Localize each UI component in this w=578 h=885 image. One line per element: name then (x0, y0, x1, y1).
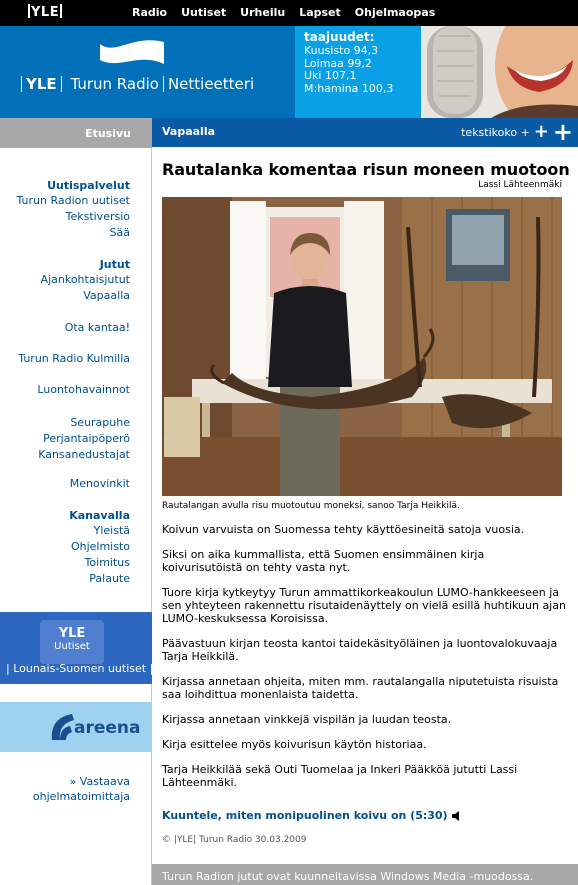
nav-heading-kanavalla: Kanavalla (69, 509, 130, 522)
areena-text: areena (74, 718, 141, 738)
nav-group-puhe (38, 415, 130, 463)
text-size-label: tekstikoko + (461, 125, 530, 139)
nav-group-luontohavainnot (37, 382, 130, 398)
copyright-line: © |YLE| Turun Radio 30.03.2009 (162, 835, 307, 845)
nav-group-menovinkit (70, 476, 130, 492)
sidebar-item-palaute[interactable]: Palaute (89, 572, 130, 585)
vastaava-line1: » Vastaava (69, 775, 130, 788)
sidebar-item-luontohavainnot[interactable]: Luontohavainnot (37, 383, 130, 396)
top-nav (132, 6, 435, 19)
frequency-item: Loimaa 99,2 (304, 56, 372, 70)
yle-uutiset-logo (40, 620, 104, 664)
article-paragraph: Kirjassa annetaan ohjeita, miten mm. rautalangalla niputetuista risuista saa loihdittua monenlaista taidetta. (162, 675, 559, 701)
listen-audio-link[interactable] (162, 809, 461, 822)
yle-uutiset-banner[interactable] (0, 612, 152, 684)
nav-heading-uutispalvelut: Uutispalvelut (47, 179, 130, 192)
text-size-large-button[interactable]: + (552, 118, 573, 146)
header-photo-smiling-woman (421, 26, 578, 118)
article-paragraph: Tarja Heikkilää sekä Outi Tuomelaa ja Inkeri Pääkköä jututti Lassi Lähteenmäki. (162, 763, 518, 789)
frequency-item: Uki 107,1 (304, 69, 357, 82)
sidebar-item-perjantaipopero[interactable]: Perjantaipöperö (43, 432, 130, 445)
vastaava-ohjelmatoimittaja-link[interactable] (33, 774, 130, 804)
listen-link-text: Kuuntele, miten monipuolinen koivu on (5:30) (162, 809, 448, 822)
site-header (0, 26, 578, 118)
article-paragraph: Siksi on aika kummallista, että Suomen ensimmäinen kirja koivurisutöistä on tehty vasta nyt. (162, 548, 485, 574)
frequency-item: M:hamina 100,3 (304, 81, 394, 95)
text-size-increase-button[interactable]: + (533, 121, 549, 142)
photo-caption: Rautalangan avulla risu muotoutuu moneksi, sanoo Tarja Heikkilä. (162, 501, 460, 511)
article (162, 160, 570, 845)
yle-uutiset-caption: | Lounais-Suomen uutiset | (6, 662, 154, 675)
brand-yle: YLE (26, 75, 57, 93)
nav-group-uutispalvelut (17, 179, 131, 241)
section-bar (152, 118, 578, 147)
speaker-icon (452, 811, 461, 821)
top-nav-ohjelmaopas[interactable]: Ohjelmaopas (354, 6, 436, 19)
left-sidebar (0, 118, 152, 885)
nav-group-ota-kantaa (65, 320, 130, 336)
article-paragraph: Kirjassa annetaan vinkkejä vispilän ja luudan teosta. (162, 713, 452, 726)
sidebar-item-ohjelmisto[interactable]: Ohjelmisto (70, 540, 130, 553)
brand-site: Nettieetteri (167, 75, 255, 93)
yle-uutiset-logo-text: Uutiset (54, 641, 90, 652)
article-paragraph: Kirja esittelee myös koivurisun käytön historiaa. (162, 738, 427, 751)
sidebar-item-menovinkit[interactable]: Menovinkit (69, 477, 130, 490)
article-byline: Lassi Lähteenmäki (478, 180, 562, 190)
sidebar-item-turun-radio-kulmilla[interactable]: Turun Radio Kulmilla (18, 352, 130, 365)
yle-logo-text: YLE (31, 5, 60, 20)
brand-station: Turun Radio (70, 75, 159, 93)
turun-radio-brand[interactable] (0, 26, 292, 118)
article-photo (162, 197, 562, 496)
text-size-control (461, 118, 573, 146)
top-nav-lapset[interactable]: Lapset (299, 6, 341, 19)
areena-banner[interactable] (0, 702, 152, 752)
top-nav-urheilu[interactable]: Urheilu (240, 6, 286, 19)
frequencies-box (295, 26, 421, 118)
vastaava-line2: ohjelmatoimittaja (32, 790, 130, 803)
article-body (162, 523, 566, 801)
nav-group-jutut (41, 258, 130, 304)
sidebar-item-seurapuhe[interactable]: Seurapuhe (70, 416, 130, 429)
article-paragraph: Tuore kirja kytkeytyy Turun ammattikorkeakoulun LUMO-hankkeeseen ja sen yhteyteen rakennettu risutaidenäyttely on vielä esillä huhtikuun ajan LUMO-keskuksessa Koroisissa. (162, 586, 566, 625)
sidebar-home-link[interactable]: Etusivu (0, 118, 152, 148)
yle-logo[interactable] (28, 4, 63, 20)
nav-group-kanavalla (69, 509, 130, 587)
sidebar-item-vapaalla[interactable]: Vapaalla (83, 289, 130, 302)
sidebar-item-saa[interactable]: Sää (109, 226, 130, 239)
wave-logo-icon (98, 38, 166, 68)
sidebar-item-tekstiversio[interactable]: Tekstiversio (65, 210, 130, 223)
sidebar-item-kansanedustajat[interactable]: Kansanedustajat (38, 448, 130, 461)
top-navigation-bar (0, 0, 578, 26)
top-nav-uutiset[interactable]: Uutiset (181, 6, 227, 19)
article-paragraph: Päävastuun kirjan teosta kantoi taidekäsityöläinen ja luontovalokuvaaja Tarja Heikkilä. (162, 637, 558, 663)
article-title: Rautalanka komentaa risun moneen muotoon (162, 160, 570, 179)
sidebar-item-ota-kantaa[interactable]: Ota kantaa! (64, 321, 130, 334)
section-title: Vapaalla (162, 125, 216, 138)
top-nav-radio[interactable]: Radio (132, 6, 168, 19)
sidebar-item-turun-radion-uutiset[interactable]: Turun Radion uutiset (16, 194, 130, 207)
nav-group-kulmilla (18, 351, 130, 367)
sidebar-item-toimitus[interactable]: Toimitus (84, 556, 130, 569)
nav-heading-jutut: Jutut (99, 258, 130, 271)
yle-uutiset-logo-yle: YLE (58, 626, 86, 641)
brand-text (17, 75, 254, 93)
sidebar-item-yleista[interactable]: Yleistä (93, 524, 130, 537)
footer-bar: Turun Radion jutut ovat kuunneltavissa Windows Media -muodossa. (152, 864, 578, 885)
frequencies-title: taajuudet: (304, 30, 375, 44)
frequency-item: Kuusisto 94,3 (304, 44, 379, 57)
sidebar-item-ajankohtaisjutut[interactable]: Ajankohtaisjutut (40, 273, 130, 286)
article-paragraph: Koivun varvuista on Suomessa tehty käyttöesineitä satoja vuosia. (162, 523, 525, 536)
